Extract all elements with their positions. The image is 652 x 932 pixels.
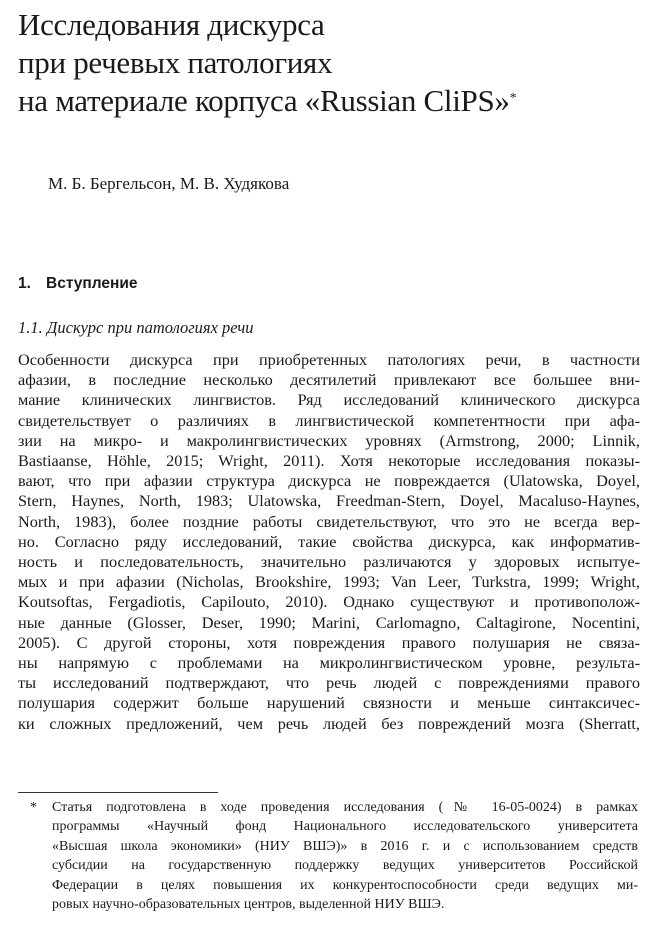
paragraph-line: ны напрямую с проблемами на микролингвистическом уровне, результа- <box>18 653 640 673</box>
section-heading <box>18 274 138 294</box>
paragraph-line: ки сложных предложений, чем речь людей без повреждений мозга (Sherratt, <box>18 713 640 733</box>
footnote <box>30 798 638 914</box>
paragraph-line: полушария содержит больше нарушений связности и меньше синтаксичес- <box>18 693 640 713</box>
title-line-text: на материале корпуса «Russian CliPS» <box>18 83 510 118</box>
paragraph-line: афазии, в последние несколько десятилетий привлекают все большее вни- <box>18 370 640 390</box>
paragraph-line: но. Согласно ряду исследований, такие свойства дискурса, как информатив- <box>18 531 640 551</box>
footnote-line: ровых научно-образовательных центров, выделенной НИУ ВШЭ. <box>52 897 445 913</box>
footnote-line: Статья подготовлена в ходе проведения исследования (№ 16-05-0024) в рамках <box>52 800 638 815</box>
paragraph-line: North, 1983), более поздние работы свидетельствуют, что это не всегда вер- <box>18 511 640 531</box>
paragraph-line: мание клинических лингвистов. Ряд исследований клинического дискурса <box>18 390 640 410</box>
subsection-heading: 1.1. Дискурс при патологиях речи <box>18 318 254 337</box>
paragraph-line: мых и при афазии (Nicholas, Brookshire, 1993; Van Leer, Turkstra, 1999; Wright, <box>18 572 640 592</box>
paragraph-line: вают, что при афазии структура дискурса не повреждается (Ulatowska, Doyel, <box>18 471 640 491</box>
footnote-line: субсидии на государственную поддержку ведущих университетов Российской <box>52 858 638 874</box>
paragraph-line: 2005). С другой стороны, хотя повреждения правого полушария не связа- <box>18 632 640 652</box>
footnote-divider <box>18 792 218 793</box>
paragraph-line: Особенности дискурса при приобретенных патологиях речи, в частности <box>18 350 640 369</box>
paragraph-line: Bastiaanse, Höhle, 2015; Wright, 2011). Хотя некоторые исследования показы- <box>18 451 640 471</box>
title-line: Исследования дискурса <box>18 7 325 42</box>
paragraph-line: Koutsoftas, Fergadiotis, Capilouto, 2010). Однако существуют и противополож- <box>18 592 640 612</box>
footnote-line: Федерации в целях повышения их конкурентоспособности среди ведущих ми- <box>52 877 638 893</box>
paragraph-line: Stern, Haynes, North, 1983; Ulatowska, Freedman-Stern, Doyel, Macaluso-Haynes, <box>18 491 640 511</box>
title-line <box>18 82 638 120</box>
body-paragraph <box>18 350 640 734</box>
paragraph-line: ные данные (Glosser, Deser, 1990; Marini, Carlomagno, Caltagirone, Nocentini, <box>18 612 640 632</box>
footnote-line: «Высшая школа экономики» (НИУ ВШЭ)» в 2016 г. и с использованием средств <box>52 838 638 854</box>
article-title <box>18 6 638 120</box>
paragraph-line: ность и последовательность, значительно различаются у здоровых испытуе- <box>18 552 640 572</box>
authors: М. Б. Бергельсон, М. В. Худякова <box>48 174 290 193</box>
footnote-marker: * <box>30 800 37 815</box>
paragraph-line: ты исследований подтверждают, что речь людей с повреждениями правого <box>18 673 640 693</box>
section-number: 1. <box>18 275 31 292</box>
paragraph-line: зии на микро- и макролингвистических уровнях (Armstrong, 2000; Linnik, <box>18 430 640 450</box>
title-footnote-marker: * <box>509 91 517 106</box>
footnote-text <box>52 798 638 914</box>
footnote-line: программы «Научный фонд Национального исследовательского университета <box>52 819 638 835</box>
paragraph-line: свидетельствует о различиях в лингвистической компетентности при афа- <box>18 410 640 430</box>
title-line: при речевых патологиях <box>18 45 333 80</box>
section-title: Вступление <box>46 275 138 292</box>
